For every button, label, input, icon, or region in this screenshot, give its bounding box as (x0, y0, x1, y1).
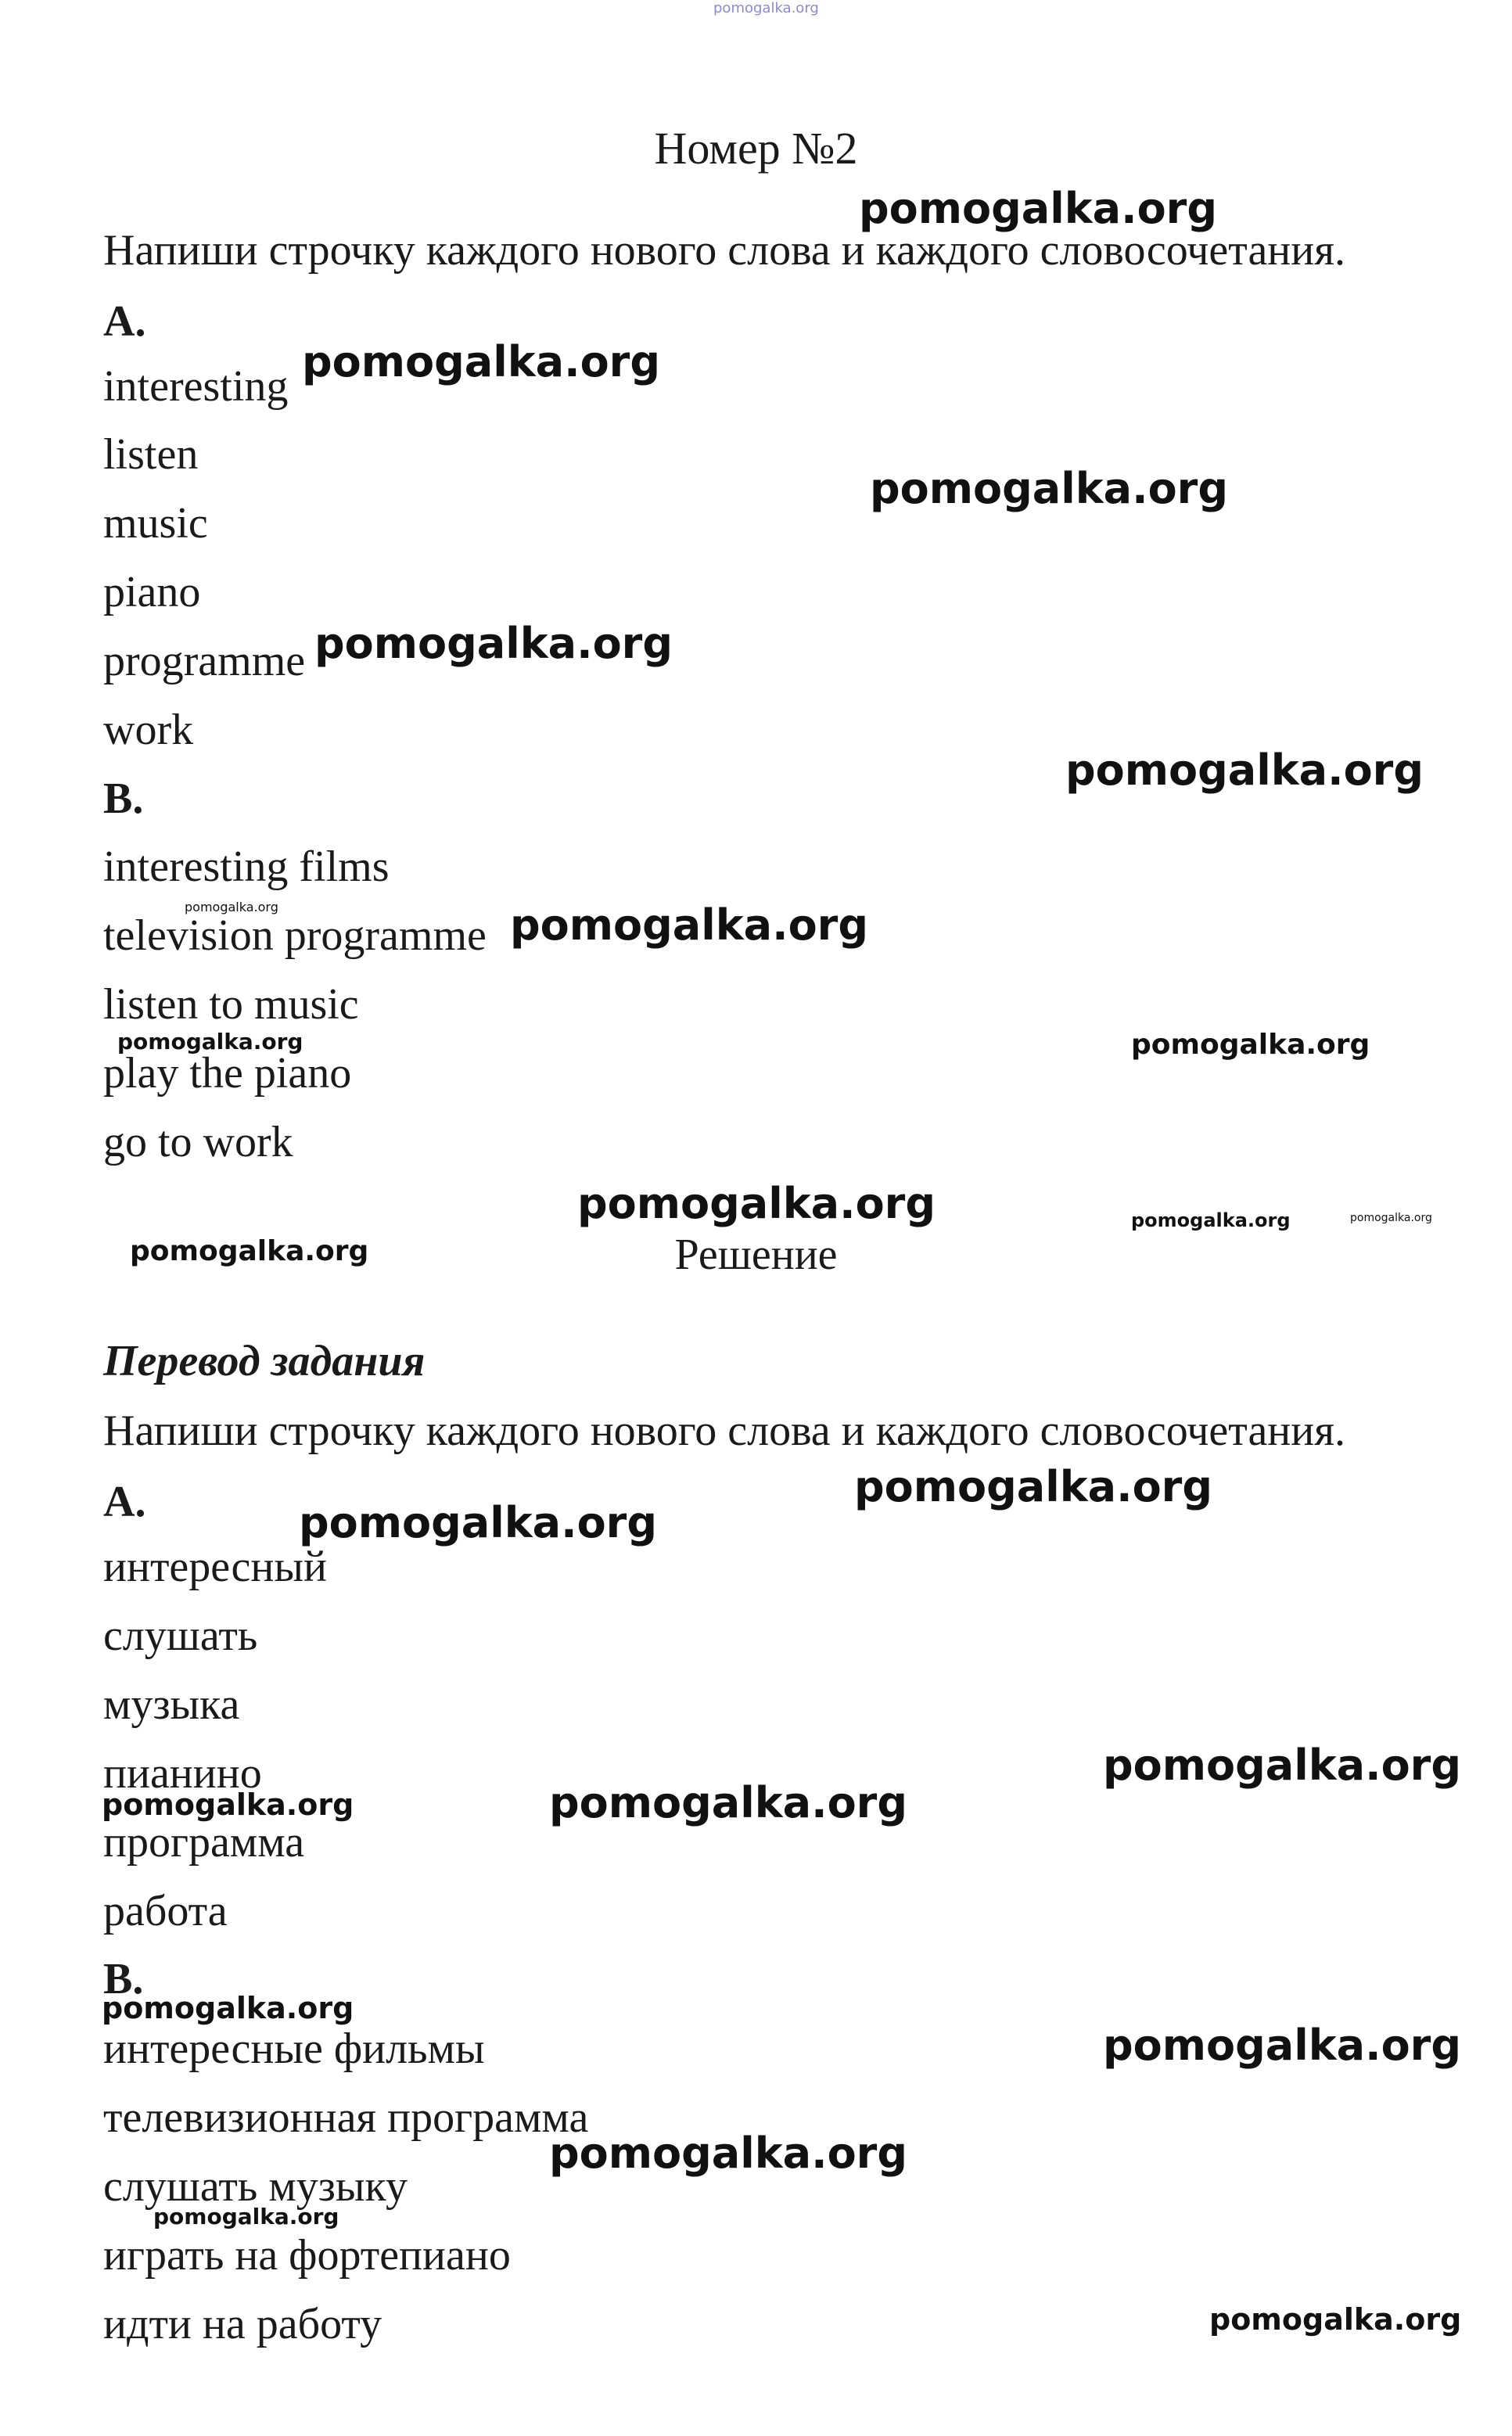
watermark: pomogalka.org (549, 1778, 907, 1827)
header-watermark: pomogalka.org (713, 0, 819, 16)
watermark: pomogalka.org (1131, 1209, 1291, 1231)
list-item: music (103, 499, 208, 548)
watermark: pomogalka.org (1209, 2302, 1462, 2337)
list-item: интересные фильмы (103, 2025, 485, 2073)
watermark: pomogalka.org (859, 184, 1217, 233)
watermark: pomogalka.org (577, 1179, 936, 1228)
list-item: interesting films (103, 843, 390, 891)
list-item: идти на работу (103, 2300, 382, 2348)
list-item: телевизионная программа (103, 2093, 589, 2142)
list-item: work (103, 706, 194, 754)
watermark: pomogalka.org (854, 1462, 1212, 1511)
watermark: pomogalka.org (1103, 1741, 1461, 1790)
translation-section-a-label: A. (103, 1478, 146, 1526)
list-item: programme (103, 637, 306, 685)
watermark: pomogalka.org (1103, 2021, 1461, 2070)
translation-section-b-label: B. (103, 1955, 144, 2003)
list-item: play the piano (103, 1049, 352, 1098)
list-item: television programme (103, 911, 487, 960)
translation-instruction: Напиши строчку каждого нового слова и каждого словосочетания. (103, 1407, 1345, 1455)
list-item: работа (103, 1887, 228, 1935)
list-item: listen (103, 430, 199, 479)
watermark: pomogalka.org (870, 464, 1228, 513)
list-item: музыка (103, 1680, 240, 1729)
list-item: go to work (103, 1118, 293, 1166)
list-item: слушать музыку (103, 2162, 408, 2211)
list-item: интересный (103, 1543, 327, 1591)
section-a-label: A. (103, 297, 146, 346)
watermark: pomogalka.org (185, 900, 278, 914)
page-title: Номер №2 (654, 123, 858, 174)
watermark: pomogalka.org (314, 619, 673, 668)
list-item: interesting (103, 362, 289, 411)
list-item: играть на фортепиано (103, 2231, 511, 2280)
watermark: pomogalka.org (1065, 746, 1424, 795)
watermark: pomogalka.org (153, 2204, 339, 2229)
watermark: pomogalka.org (117, 1029, 303, 1055)
section-b-label: B. (103, 774, 144, 823)
watermark: pomogalka.org (302, 337, 660, 386)
watermark: pomogalka.org (1131, 1029, 1370, 1061)
watermark: pomogalka.org (102, 1787, 354, 1822)
watermark: pomogalka.org (549, 2129, 907, 2178)
watermark: pomogalka.org (102, 1991, 354, 2025)
list-item: listen to music (103, 980, 359, 1029)
list-item: слушать (103, 1611, 258, 1660)
list-item: программа (103, 1818, 305, 1867)
watermark: pomogalka.org (510, 900, 868, 950)
watermark: pomogalka.org (130, 1235, 369, 1267)
watermark: pomogalka.org (299, 1498, 657, 1547)
task-instruction: Напиши строчку каждого нового слова и каждого словосочетания. (103, 226, 1345, 275)
translation-heading: Перевод задания (103, 1337, 426, 1385)
list-item: пианино (103, 1749, 262, 1798)
watermark: pomogalka.org (1350, 1212, 1432, 1224)
solution-heading: Решение (674, 1231, 838, 1279)
list-item: piano (103, 568, 201, 616)
